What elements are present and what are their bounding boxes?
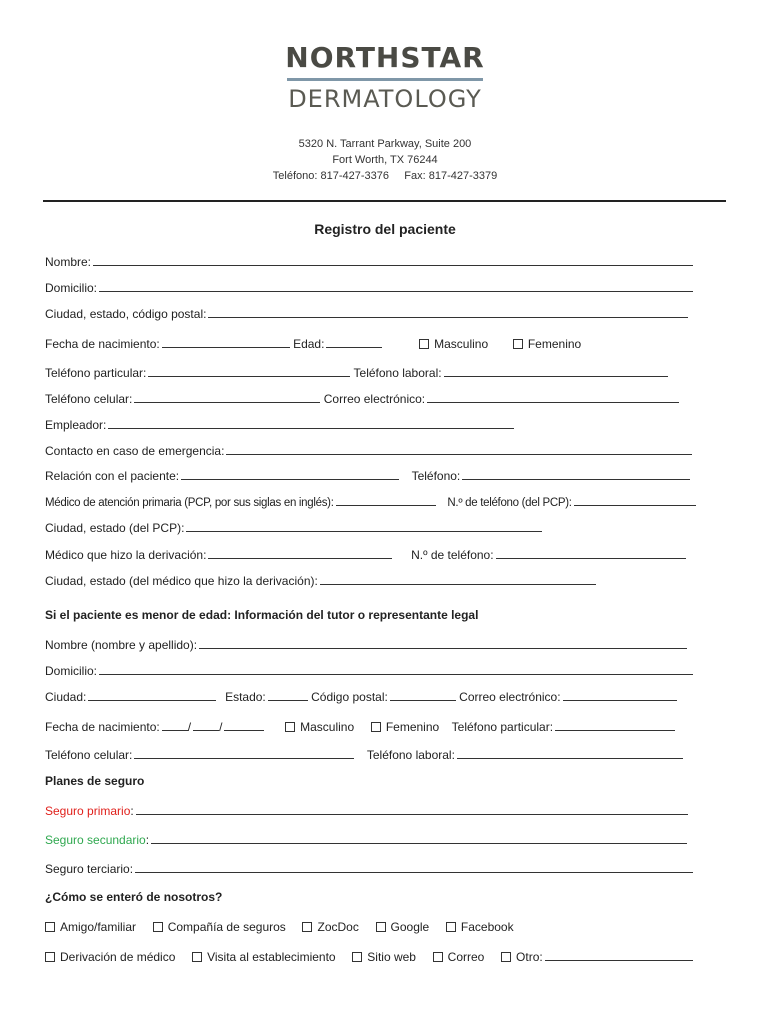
visita-checkbox[interactable] (192, 952, 202, 962)
tel-particular-field[interactable] (148, 365, 350, 377)
row-derivacion (45, 547, 686, 562)
sitio-web-checkbox[interactable] (352, 952, 362, 962)
visita-label: Visita al establecimiento (207, 950, 336, 964)
row-domicilio (45, 280, 693, 295)
pcp-ciudad-label: Ciudad, estado (del PCP): (45, 521, 185, 535)
row-g-nombre (45, 637, 687, 652)
referral-row-2 (45, 949, 693, 964)
row-ciudad (45, 306, 688, 321)
g-fecha-month[interactable] (162, 719, 188, 731)
correo-field[interactable] (427, 391, 679, 403)
row-tel-celular (45, 391, 679, 406)
logo-line-1: NORTHSTAR (285, 41, 485, 74)
row-g-domicilio (45, 663, 693, 678)
ciudad-label: Ciudad, estado, código postal: (45, 307, 207, 321)
deriv-tel-label: N.º de teléfono: (411, 548, 494, 562)
fecha-label: Fecha de nacimiento: (45, 337, 160, 351)
seguro-secundario-label: Seguro secundario (45, 833, 146, 847)
referral-row-1 (45, 920, 514, 934)
address-street: 5320 N. Tarrant Parkway, Suite 200 (298, 138, 472, 150)
address-phones: Teléfono: 817-427-3376 Fax: 817-427-3379 (272, 170, 498, 182)
seguro-primario-label: Seguro primario (45, 804, 131, 818)
pcp-tel-field[interactable] (574, 494, 696, 506)
fecha-field[interactable] (162, 336, 290, 348)
facebook-checkbox[interactable] (446, 922, 456, 932)
edad-field[interactable] (326, 336, 382, 348)
insurance-heading: Planes de seguro (45, 774, 145, 788)
g-masculino-checkbox[interactable] (285, 722, 295, 732)
g-nombre-field[interactable] (199, 637, 687, 649)
tel-laboral-field[interactable] (444, 365, 668, 377)
facebook-label: Facebook (460, 920, 514, 934)
amigo-checkbox[interactable] (45, 922, 55, 932)
deriv-ciudad-label: Ciudad, estado (del médico que hizo la derivación): (45, 574, 318, 588)
logo-divider (287, 78, 483, 81)
domicilio-field[interactable] (99, 280, 693, 292)
edad-label: Edad: (293, 337, 325, 351)
otro-checkbox[interactable] (501, 952, 511, 962)
g-fecha-label: Fecha de nacimiento: (45, 720, 160, 734)
row-contacto (45, 443, 692, 458)
row-g-ciudad (45, 689, 677, 704)
g-correo-label: Correo electrónico: (459, 690, 561, 704)
otro-label: Otro: (516, 950, 543, 964)
tel-celular-label: Teléfono celular: (45, 392, 133, 406)
correo-label: Correo electrónico: (323, 392, 426, 406)
seguro-terciario-field[interactable] (135, 861, 693, 873)
zocdoc-checkbox[interactable] (302, 922, 312, 932)
g-ciudad-label: Ciudad: (45, 690, 87, 704)
contacto-label: Contacto en caso de emergencia: (45, 444, 225, 458)
g-nombre-label: Nombre (nombre y apellido): (45, 638, 198, 652)
pcp-tel-label: N.º de teléfono (del PCP): (447, 497, 572, 509)
row-tel-particular (45, 365, 668, 380)
google-checkbox[interactable] (376, 922, 386, 932)
referral-heading: ¿Cómo se enteró de nosotros? (45, 890, 223, 904)
pcp-ciudad-field[interactable] (186, 520, 542, 532)
deriv-tel-field[interactable] (496, 547, 686, 559)
femenino-label: Femenino (527, 337, 582, 351)
row-empleador (45, 417, 514, 432)
zocdoc-label: ZocDoc (317, 920, 359, 934)
masculino-checkbox[interactable] (419, 339, 429, 349)
row-pcp-ciudad (45, 520, 542, 535)
row-relacion (45, 468, 690, 483)
g-femenino-label: Femenino (385, 720, 440, 734)
derivacion-medico-label: Derivación de médico (60, 950, 176, 964)
empleador-label: Empleador: (45, 418, 107, 432)
g-femenino-checkbox[interactable] (371, 722, 381, 732)
row-seguro-primario (45, 803, 688, 818)
relacion-label: Relación con el paciente: (45, 469, 180, 483)
derivacion-field[interactable] (208, 547, 392, 559)
row-fecha (45, 336, 581, 351)
seguro-primario-field[interactable] (136, 803, 688, 815)
g-correo-field[interactable] (563, 689, 677, 701)
relacion-field[interactable] (181, 468, 399, 480)
empleador-field[interactable] (108, 417, 514, 429)
tel-celular-field[interactable] (134, 391, 320, 403)
derivacion-label: Médico que hizo la derivación: (45, 548, 207, 562)
otro-field[interactable] (545, 949, 693, 961)
g-domicilio-field[interactable] (99, 663, 693, 675)
g-masculino-label: Masculino (300, 720, 355, 734)
tel-particular-label: Teléfono particular: (45, 366, 147, 380)
deriv-ciudad-field[interactable] (320, 573, 596, 585)
masculino-label: Masculino (434, 337, 489, 351)
correo-ref-label: Correo (447, 950, 485, 964)
northstar-logo (0, 42, 770, 113)
femenino-checkbox[interactable] (513, 339, 523, 349)
g-fecha-day[interactable] (193, 719, 219, 731)
g-fecha-year[interactable] (224, 719, 264, 731)
telefono-label: Teléfono: (411, 469, 461, 483)
correo-checkbox[interactable] (433, 952, 443, 962)
g-tel-particular-field[interactable] (555, 719, 675, 731)
compania-label: Compañía de seguros (167, 920, 286, 934)
nombre-field[interactable] (93, 254, 693, 266)
sitio-web-label: Sitio web (367, 950, 416, 964)
g-tel-celular-field[interactable] (134, 747, 354, 759)
g-tel-celular-label: Teléfono celular: (45, 748, 133, 762)
amigo-label: Amigo/familiar (60, 920, 137, 934)
row-g-tel-celular (45, 747, 683, 762)
logo-line-2: DERMATOLOGY (288, 85, 482, 113)
compania-checkbox[interactable] (153, 922, 163, 932)
seguro-terciario-label: Seguro terciario: (45, 862, 134, 876)
google-label: Google (390, 920, 430, 934)
ciudad-field[interactable] (208, 306, 688, 318)
g-codigo-field[interactable] (390, 689, 456, 701)
g-estado-field[interactable] (268, 689, 308, 701)
derivacion-checkbox[interactable] (45, 952, 55, 962)
nombre-label: Nombre: (45, 255, 92, 269)
address-city: Fort Worth, TX 76244 (332, 154, 438, 166)
seguro-secundario-colon: : (145, 833, 150, 847)
domicilio-label: Domicilio: (45, 281, 98, 295)
pcp-label: Médico de atención primaria (PCP, por sus siglas en inglés): (45, 497, 334, 509)
row-g-fecha: Fecha de nacimiento: / / Masculino Femenino Teléfono particular: (45, 719, 675, 734)
g-domicilio-label: Domicilio: (45, 664, 98, 678)
g-codigo-label: Código postal: (311, 690, 388, 704)
g-tel-particular-label: Teléfono particular: (451, 720, 554, 734)
seguro-primario-colon: : (130, 804, 134, 818)
guardian-heading: Si el paciente es menor de edad: Información del tutor o representante legal (45, 608, 479, 622)
g-estado-label: Estado: (225, 690, 266, 704)
pcp-field[interactable] (336, 494, 436, 506)
row-deriv-ciudad (45, 573, 596, 588)
telefono-field[interactable] (462, 468, 690, 480)
row-seguro-terciario (45, 861, 693, 876)
g-tel-laboral-field[interactable] (457, 747, 683, 759)
row-nombre (45, 254, 693, 269)
page-title: Registro del paciente (314, 221, 456, 237)
header-rule (43, 200, 726, 202)
contacto-field[interactable] (226, 443, 692, 455)
tel-laboral-label: Teléfono laboral: (353, 366, 442, 380)
row-seguro-secundario (45, 832, 687, 847)
g-ciudad-field[interactable] (88, 689, 216, 701)
row-pcp (45, 494, 696, 509)
g-tel-laboral-label: Teléfono laboral: (366, 748, 455, 762)
seguro-secundario-field[interactable] (151, 832, 687, 844)
